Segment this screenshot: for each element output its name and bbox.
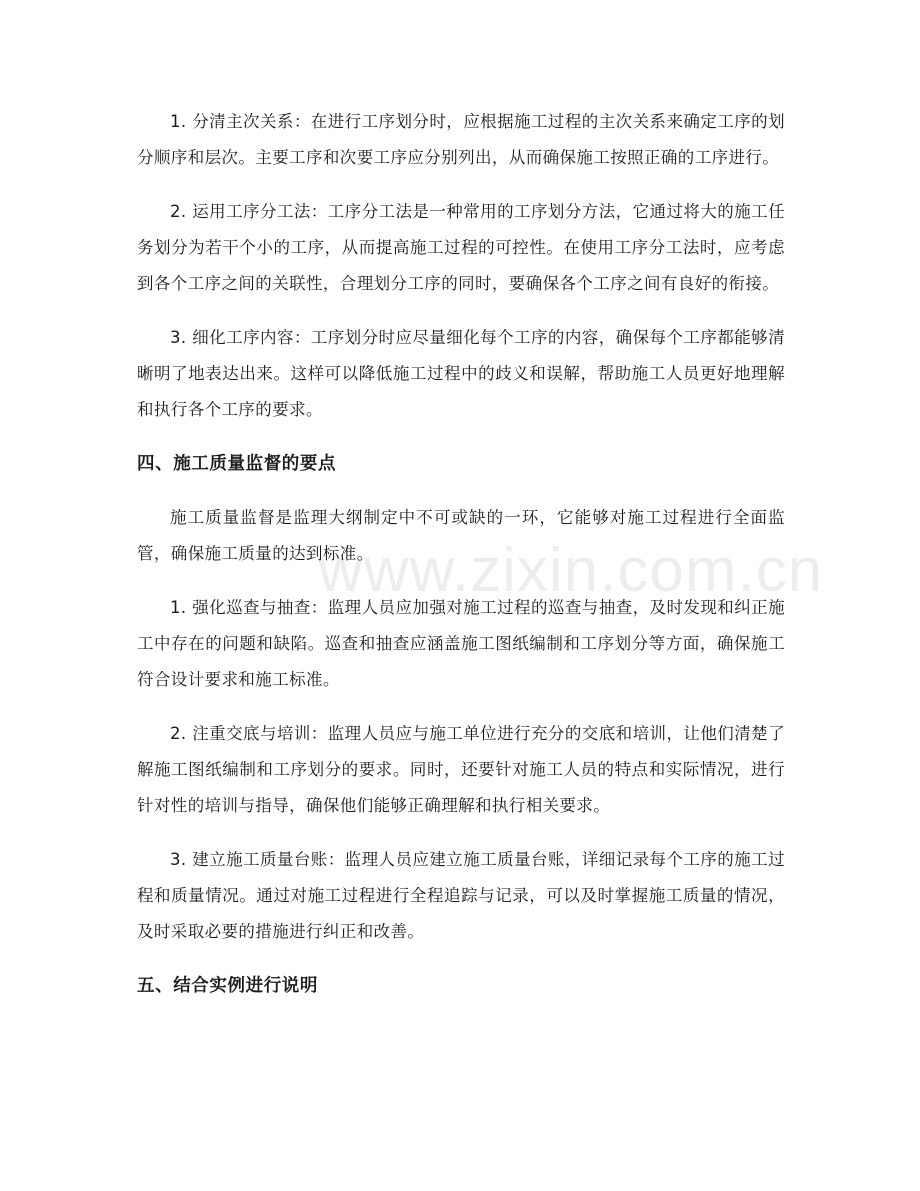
section-heading-4: 四、施工质量监督的要点: [137, 454, 337, 474]
paragraph-5: 1. 强化巡查与抽查：监理人员应加强对施工过程的巡查与抽查，及时发现和纠正施工中存在的问题和缺陷。巡查和抽查应涵盖施工图纸编制和工序划分等方面，确保施工符合设计要求和施工标准。: [137, 598, 785, 689]
watermark: www.zixin.com.cn: [318, 536, 824, 605]
paragraph-7: 3. 建立施工质量台账：监理人员应建立施工质量台账，详细记录每个工序的施工过程和质量情况。通过对施工过程进行全程追踪与记录，可以及时掌握施工质量的情况，及时采取必要的措施进行纠正和改善。: [137, 850, 785, 941]
paragraph-4: 施工质量监督是监理大纲制定中不可或缺的一环，它能够对施工过程进行全面监管，确保施工质量的达到标准。: [137, 508, 785, 563]
paragraph-3: 3. 细化工序内容：工序划分时应尽量细化每个工序的内容，确保每个工序都能够清晰明了地表达出来。这样可以降低施工过程中的歧义和误解，帮助施工人员更好地理解和执行各个工序的要求。: [137, 328, 785, 419]
section-heading-5: 五、结合实例进行说明: [137, 976, 318, 996]
paragraph-2: 2. 运用工序分工法：工序分工法是一种常用的工序划分方法，它通过将大的施工任务划分为若干个小的工序，从而提高施工过程的可控性。在使用工序分工法时，应考虑到各个工序之间的关联性，合理划分工序的同时，要确保各个工序之间有良好的衔接。: [137, 202, 785, 293]
document-body: [137, 104, 785, 1022]
paragraph-1: 1. 分清主次关系：在进行工序划分时，应根据施工过程的主次关系来确定工序的划分顺序和层次。主要工序和次要工序应分别列出，从而确保施工按照正确的工序进行。: [137, 112, 785, 167]
paragraph-6: 2. 注重交底与培训：监理人员应与施工单位进行充分的交底和培训，让他们清楚了解施工图纸编制和工序划分的要求。同时，还要针对施工人员的特点和实际情况，进行针对性的培训与指导，确保他们能够正确理解和执行相关要求。: [137, 724, 785, 815]
